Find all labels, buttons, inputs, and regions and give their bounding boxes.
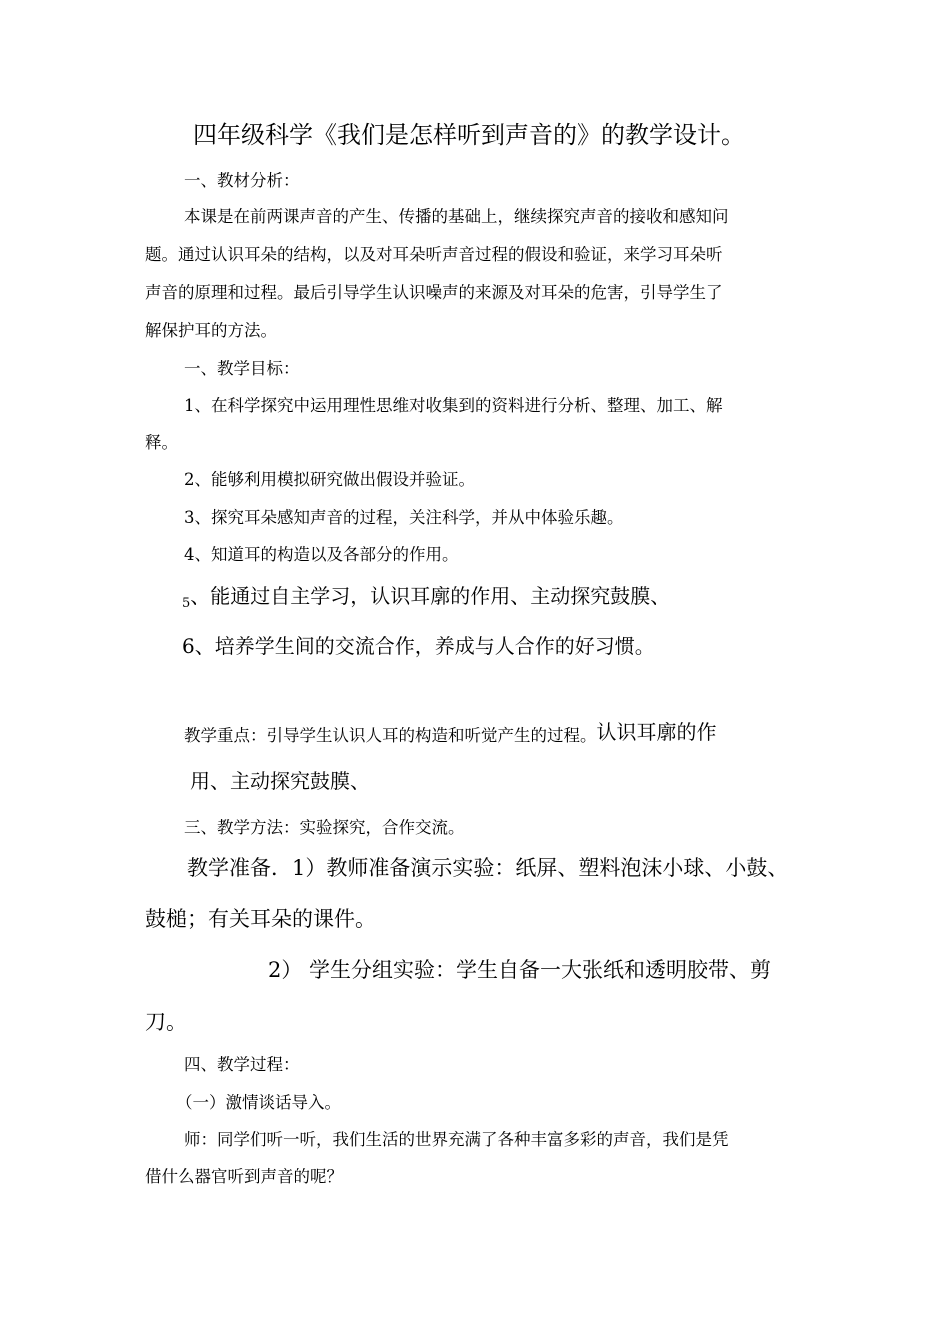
goal-5-number: 5 <box>182 596 191 611</box>
teacher-line-2: 借什么器官听到声音的呢？ <box>145 1167 343 1186</box>
key-points-emphasis: 认识耳廓的作 <box>596 720 717 744</box>
section4-heading: 四、教学过程： <box>184 1055 300 1074</box>
goal-3: 3、探究耳朵感知声音的过程，关注科学，并从中体验乐趣。 <box>184 508 624 527</box>
preparation-line-2: 鼓槌；有关耳朵的课件。 <box>145 907 376 931</box>
preparation-line-4: 刀。 <box>145 1010 187 1034</box>
page-title: 四年级科学《我们是怎样听到声音的》的教学设计。 <box>193 121 745 149</box>
section1-line-4: 解保护耳的方法。 <box>145 321 277 340</box>
teacher-line-1: 师：同学们听一听，我们生活的世界充满了各种丰富多彩的声音，我们是凭 <box>184 1130 729 1149</box>
goal-1-line-1: 1、在科学探究中运用理性思维对收集到的资料进行分析、整理、加工、解 <box>184 396 723 415</box>
key-points-line-1 <box>184 720 717 745</box>
goal-5 <box>182 584 671 611</box>
goal-2: 2、能够利用模拟研究做出假设并验证。 <box>184 470 475 489</box>
section2-heading: 一、教学目标： <box>184 359 300 378</box>
preparation-line-1: 教学准备．1）教师准备演示实验：纸屏、塑料泡沫小球、小鼓、 <box>187 856 789 880</box>
key-points-line-2: 用、主动探究鼓膜、 <box>190 769 370 793</box>
section1-line-2: 题。通过认识耳朵的结构，以及对耳朵听声音过程的假设和验证，来学习耳朵听 <box>145 245 723 264</box>
goal-1-line-2: 释。 <box>145 433 178 452</box>
section4-subheading: （一）激情谈话导入。 <box>176 1093 341 1112</box>
goal-6: 6、培养学生间的交流合作，养成与人合作的好习惯。 <box>182 634 655 658</box>
section1-heading: 一、教材分析： <box>184 171 300 190</box>
goal-4: 4、知道耳的构造以及各部分的作用。 <box>184 545 459 564</box>
key-points-label: 教学重点：引导学生认识人耳的构造和听觉产生的过程。 <box>184 726 597 745</box>
preparation-line-3: 2） 学生分组实验：学生自备一大张纸和透明胶带、剪 <box>268 958 772 982</box>
section1-line-1: 本课是在前两课声音的产生、传播的基础上，继续探究声音的接收和感知问 <box>184 207 729 226</box>
section1-line-3: 声音的原理和过程。最后引导学生认识噪声的来源及对耳朵的危害，引导学生了 <box>145 283 723 302</box>
section3-heading: 三、教学方法：实验探究，合作交流。 <box>184 818 465 837</box>
goal-5-text: 、能通过自主学习，认识耳廓的作用、主动探究鼓膜、 <box>190 584 671 608</box>
